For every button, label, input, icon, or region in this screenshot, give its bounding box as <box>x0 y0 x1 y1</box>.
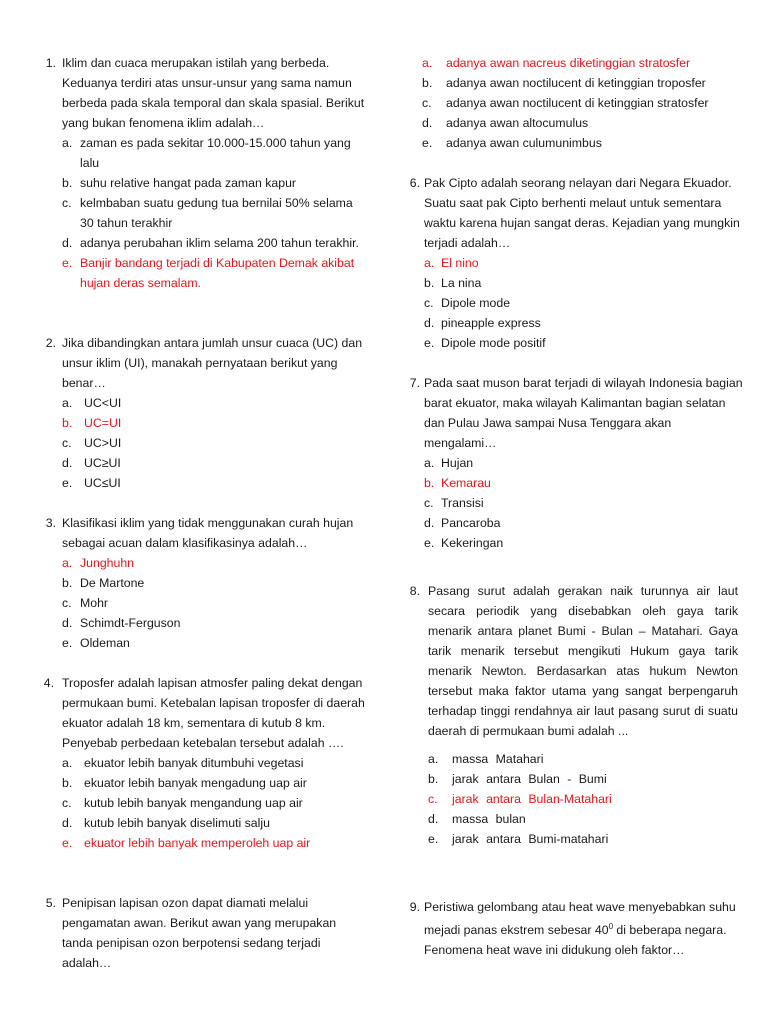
option-e-answer[interactable] <box>62 833 366 853</box>
option-a[interactable] <box>428 749 738 769</box>
option-letter: b. <box>62 416 73 430</box>
option-letter: e. <box>428 832 439 846</box>
option-d[interactable] <box>424 513 746 533</box>
question-4 <box>36 673 366 853</box>
option-text: UC>UI <box>84 436 122 450</box>
option-letter: e. <box>62 836 73 850</box>
option-c[interactable] <box>422 93 752 113</box>
option-b[interactable] <box>62 773 366 793</box>
question-text: Pasang surut adalah gerakan naik turunnya air laut secara periodik yang disebabkan oleh gaya tarik menarik antara planet Bumi - Bulan – Matahari. Gaya tarik menarik tersebut mengikuti Hukum gaya tarik menarik Newton. Berdasarkan atas hukum Newton tersebut maka faktor utama yang sangat berpengaruh terhadap tinggi rendahnya air laut pasang surut di suatu daerah di permukaan bumi adalah ... <box>428 584 738 738</box>
option-b[interactable] <box>422 73 752 93</box>
option-letter: c. <box>62 796 72 810</box>
question-number: 4. <box>43 676 54 690</box>
option-text: Hujan <box>441 456 474 470</box>
option-text: UC=UI <box>84 416 122 430</box>
question-text: Penipisan lapisan ozon dapat diamati melalui pengamatan awan. Berikut awan yang merupakan tanda penipisan ozon berpotensi sedang terjadi adalah… <box>62 896 337 970</box>
option-e[interactable] <box>428 829 738 849</box>
option-letter: b. <box>428 772 439 786</box>
option-letter: a. <box>62 556 73 570</box>
option-text: adanya awan culumunimbus <box>446 136 602 150</box>
question-5 <box>36 893 366 973</box>
option-text: Kekeringan <box>441 536 504 550</box>
question-7 <box>400 373 746 553</box>
option-b-answer[interactable] <box>424 473 746 493</box>
option-letter: c. <box>422 96 432 110</box>
option-text: pineapple express <box>441 316 541 330</box>
option-text: kelmbaban suatu gedung tua bernilai 50% selama 30 tahun terakhir <box>80 196 353 230</box>
option-text: zaman es pada sekitar 10.000-15.000 tahun yang lalu <box>80 136 351 170</box>
option-letter: c. <box>424 296 434 310</box>
option-a-answer[interactable] <box>422 53 752 73</box>
question-number: 3. <box>45 516 56 530</box>
option-b[interactable] <box>62 173 366 193</box>
question-text: Jika dibandingkan antara jumlah unsur cuaca (UC) dan unsur iklim (UI), manakah pernyataan berikut yang benar… <box>62 336 363 390</box>
option-letter: c. <box>62 196 72 210</box>
option-a-answer[interactable] <box>424 253 746 273</box>
question-6 <box>400 173 746 353</box>
option-text: adanya awan nacreus diketinggian stratosfer <box>446 56 691 70</box>
option-letter: c. <box>62 436 72 450</box>
option-letter: e. <box>424 536 435 550</box>
option-letter: e. <box>422 136 433 150</box>
option-text: massa bulan <box>452 812 526 826</box>
option-d[interactable] <box>424 313 746 333</box>
question-text: Iklim dan cuaca merupakan istilah yang berbeda. Keduanya terdiri atas unsur-unsur yang sama namun berbeda pada skala temporal dan skala spasial. Berikut yang bukan fenomena iklim adalah… <box>62 56 365 130</box>
option-d[interactable] <box>62 453 366 473</box>
option-letter: b. <box>422 76 433 90</box>
option-e-answer[interactable] <box>62 253 366 293</box>
option-text: kutub lebih banyak diselimuti salju <box>84 816 270 830</box>
option-letter: d. <box>62 456 73 470</box>
option-list <box>428 749 738 849</box>
option-c-answer[interactable] <box>428 789 738 809</box>
option-list <box>424 453 746 553</box>
option-letter: b. <box>424 476 435 490</box>
option-a[interactable] <box>424 453 746 473</box>
option-text: Pancaroba <box>441 516 501 530</box>
option-list <box>62 553 366 653</box>
option-d[interactable] <box>62 813 366 833</box>
question-number: 5. <box>45 896 56 910</box>
option-d[interactable] <box>428 809 738 829</box>
option-letter: b. <box>62 776 73 790</box>
option-letter: d. <box>62 816 73 830</box>
option-list <box>62 753 366 853</box>
option-b[interactable] <box>428 769 738 789</box>
degree-superscript: 0 <box>608 922 614 931</box>
option-text: massa Matahari <box>452 752 544 766</box>
option-a-answer[interactable] <box>62 553 366 573</box>
option-text: Schimdt-Ferguson <box>80 616 181 630</box>
option-letter: d. <box>424 516 435 530</box>
option-text: ekuator lebih banyak mengadung uap air <box>84 776 307 790</box>
option-letter: a. <box>422 56 433 70</box>
option-text: De Martone <box>80 576 145 590</box>
option-c[interactable] <box>62 193 366 233</box>
question-3 <box>36 513 366 653</box>
option-text: Kemarau <box>441 476 491 490</box>
option-d[interactable] <box>62 613 366 633</box>
option-letter: d. <box>428 812 439 826</box>
option-text: El nino <box>441 256 479 270</box>
question-text-part-1: Peristiwa gelombang atau heat wave menyebabkan suhu mejadi panas ekstrem sebesar 40 <box>424 900 736 938</box>
option-text: suhu relative hangat pada zaman kapur <box>80 176 297 190</box>
option-text: jarak antara Bulan-Matahari <box>452 792 612 806</box>
question-2 <box>36 333 366 493</box>
option-e[interactable] <box>62 633 366 653</box>
option-text: UC≥UI <box>84 456 121 470</box>
option-letter: d. <box>424 316 435 330</box>
option-a[interactable] <box>62 393 366 413</box>
option-letter: d. <box>62 616 73 630</box>
option-letter: a. <box>62 396 73 410</box>
option-text: Transisi <box>441 496 484 510</box>
option-text: Oldeman <box>80 636 130 650</box>
option-text: jarak antara Bulan - Bumi <box>452 772 607 786</box>
option-text: adanya awan altocumulus <box>446 116 589 130</box>
option-text: Mohr <box>80 596 109 610</box>
option-c[interactable] <box>62 433 366 453</box>
option-b[interactable] <box>424 273 746 293</box>
option-b-answer[interactable] <box>62 413 366 433</box>
question-9 <box>400 897 738 960</box>
option-e[interactable] <box>422 133 752 153</box>
option-text: UC≤UI <box>84 476 121 490</box>
option-text: UC<UI <box>84 396 122 410</box>
option-d[interactable] <box>422 113 752 133</box>
option-e[interactable] <box>424 333 746 353</box>
option-b[interactable] <box>62 573 366 593</box>
option-letter: a. <box>62 136 73 150</box>
question-number: 8. <box>409 584 420 598</box>
option-c[interactable] <box>62 793 366 813</box>
question-text-part-2: di beberapa negara. Fenomena heat wave ini didukung oleh faktor… <box>424 923 727 958</box>
option-letter: d. <box>422 116 433 130</box>
question-8 <box>400 581 738 849</box>
option-text: jarak antara Bumi-matahari <box>452 832 609 846</box>
question-text: Troposfer adalah lapisan atmosfer paling dekat dengan permukaan bumi. Ketebalan lapisan troposfer di daerah ekuator adalah 18 km, sementara di kutub 8 km. Penyebab perbedaan ketebalan tersebut adalah …. <box>62 676 365 750</box>
question-number: 2. <box>45 336 56 350</box>
option-text: La nina <box>441 276 482 290</box>
option-letter: c. <box>424 496 434 510</box>
option-text: ekuator lebih banyak ditumbuhi vegetasi <box>84 756 304 770</box>
option-text: ekuator lebih banyak memperoleh uap air <box>84 836 311 850</box>
option-letter: a. <box>62 756 73 770</box>
option-a[interactable] <box>62 133 366 173</box>
option-c[interactable] <box>424 293 746 313</box>
option-e[interactable] <box>424 533 746 553</box>
option-letter: a. <box>428 752 439 766</box>
question-text <box>424 897 738 960</box>
option-list <box>424 253 746 353</box>
question-5-options <box>422 53 752 153</box>
option-d[interactable] <box>62 233 366 253</box>
option-list <box>62 133 366 293</box>
option-text: adanya awan noctilucent di ketinggian troposfer <box>446 76 706 90</box>
option-letter: c. <box>428 792 438 806</box>
option-e[interactable] <box>62 473 366 493</box>
option-letter: c. <box>62 596 72 610</box>
option-text: adanya perubahan iklim selama 200 tahun terakhir. <box>80 236 359 250</box>
option-text: Junghuhn <box>80 556 135 570</box>
option-text: Dipole mode <box>441 296 511 310</box>
question-1 <box>36 53 366 293</box>
option-a[interactable] <box>62 753 366 773</box>
question-text: Pak Cipto adalah seorang nelayan dari Negara Ekuador. Suatu saat pak Cipto berhenti melaut untuk sementara waktu karena hujan sangat deras. Kejadian yang mungkin terjadi adalah… <box>424 176 740 250</box>
option-letter: e. <box>62 636 73 650</box>
question-text: Pada saat muson barat terjadi di wilayah Indonesia bagian barat ekuator, maka wilayah Kalimantan bagian selatan dan Pulau Jawa sampai Nusa Tenggara akan mengalami… <box>424 376 743 450</box>
option-letter: b. <box>62 576 73 590</box>
question-number: 9. <box>409 900 420 914</box>
option-c[interactable] <box>62 593 366 613</box>
option-letter: a. <box>424 256 435 270</box>
option-text: kutub lebih banyak mengandung uap air <box>84 796 303 810</box>
question-text: Klasifikasi iklim yang tidak menggunakan curah hujan sebagai acuan dalam klasifikasinya adalah… <box>62 516 354 550</box>
question-number: 7. <box>409 376 420 390</box>
option-text: Dipole mode positif <box>441 336 546 350</box>
option-text: Banjir bandang terjadi di Kabupaten Demak akibat hujan deras semalam. <box>80 256 355 290</box>
option-letter: e. <box>62 256 73 270</box>
option-list <box>62 393 366 493</box>
option-letter: b. <box>424 276 435 290</box>
question-number: 1. <box>45 56 56 70</box>
option-letter: e. <box>62 476 73 490</box>
option-text: adanya awan noctilucent di ketinggian stratosfer <box>446 96 709 110</box>
question-number: 6. <box>409 176 420 190</box>
option-c[interactable] <box>424 493 746 513</box>
option-letter: a. <box>424 456 435 470</box>
option-letter: b. <box>62 176 73 190</box>
option-letter: e. <box>424 336 435 350</box>
option-letter: d. <box>62 236 73 250</box>
